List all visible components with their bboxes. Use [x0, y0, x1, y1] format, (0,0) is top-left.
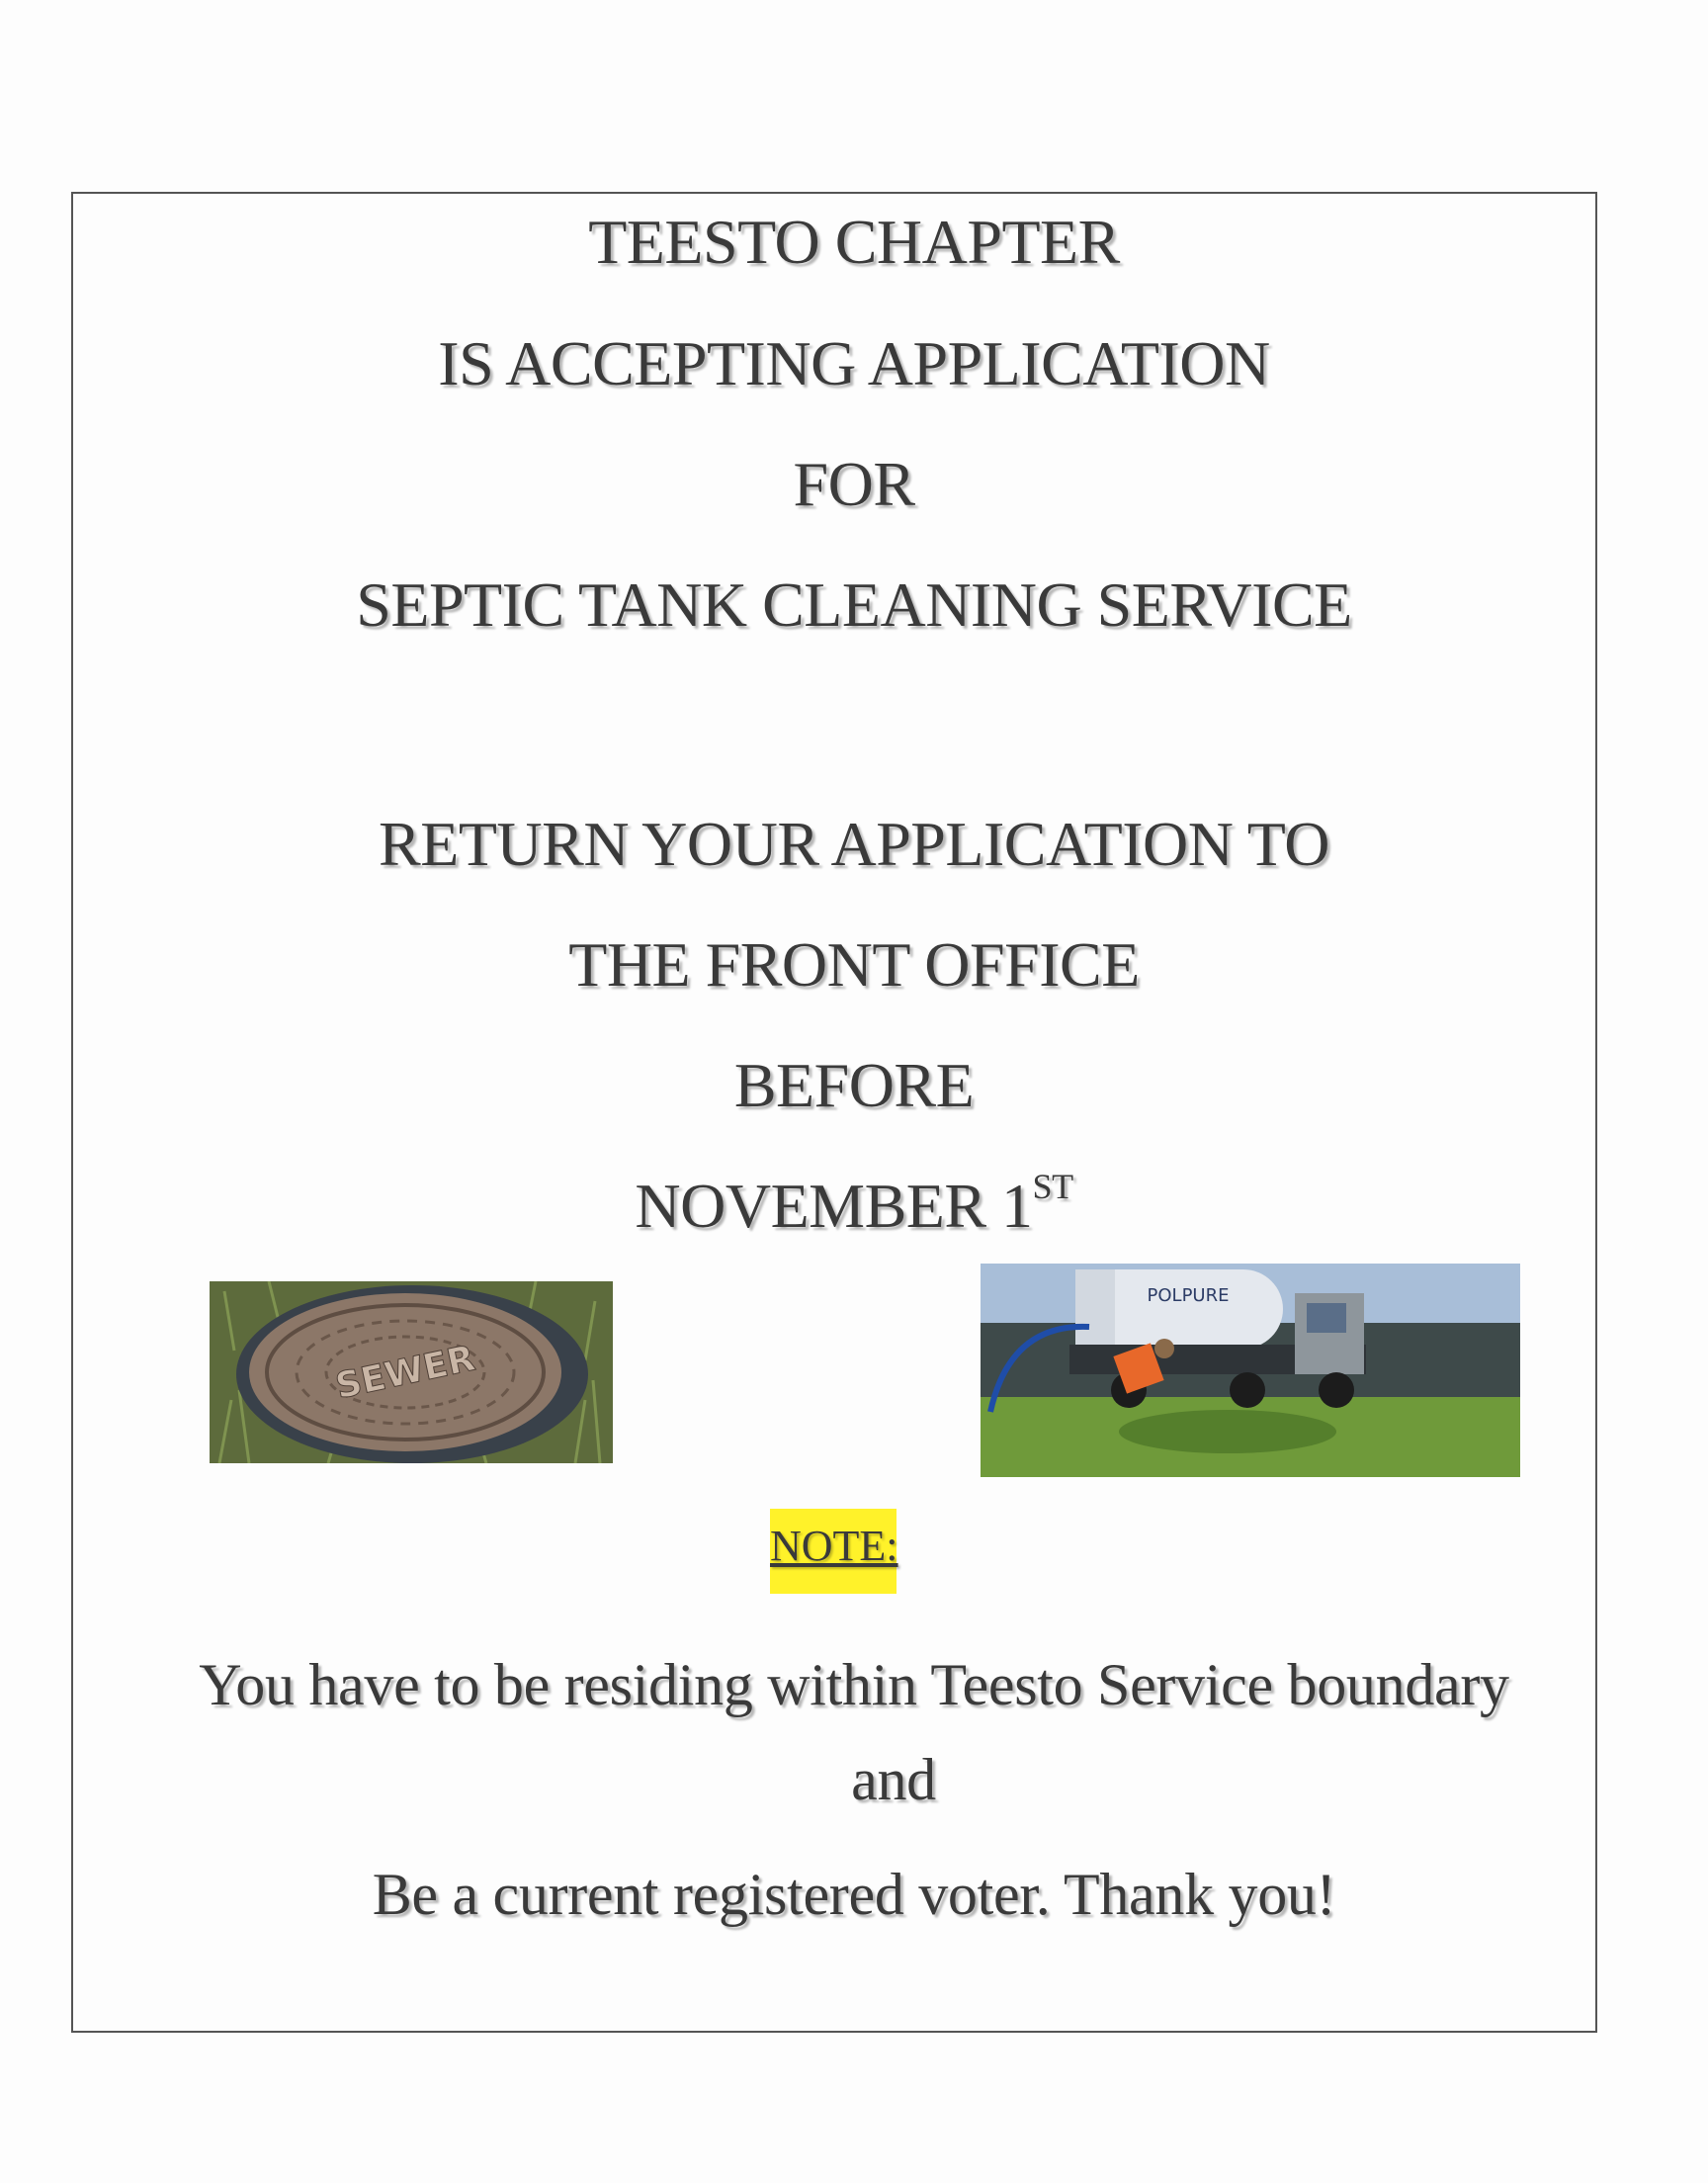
truck-logo-text: POLPURE	[1147, 1285, 1230, 1306]
deadline-date	[0, 1167, 1708, 1241]
septic-truck-image	[981, 1264, 1520, 1477]
front-office-line: THE FRONT OFFICE	[568, 929, 1140, 1000]
and-connector: and	[851, 1747, 936, 1812]
manhole-cover-image	[210, 1281, 613, 1463]
service-line: SEPTIC TANK CLEANING SERVICE	[356, 569, 1352, 640]
residency-requirement: You have to be residing within Teesto Service boundary	[199, 1652, 1509, 1717]
note-label-highlight	[770, 1509, 897, 1594]
deadline-date-suffix: ST	[1032, 1167, 1073, 1206]
accepting-line: IS ACCEPTING APPLICATION	[438, 328, 1270, 398]
chapter-title: TEESTO CHAPTER	[588, 207, 1120, 277]
for-line: FOR	[793, 449, 915, 519]
voter-requirement: Be a current registered voter. Thank you!	[372, 1862, 1336, 1927]
manhole-cover-text: SEWER	[332, 1338, 479, 1408]
return-line: RETURN YOUR APPLICATION TO	[379, 809, 1329, 879]
note-label: NOTE:	[770, 1522, 898, 1570]
before-line: BEFORE	[733, 1050, 975, 1120]
deadline-date-text: NOVEMBER 1	[635, 1171, 1033, 1241]
